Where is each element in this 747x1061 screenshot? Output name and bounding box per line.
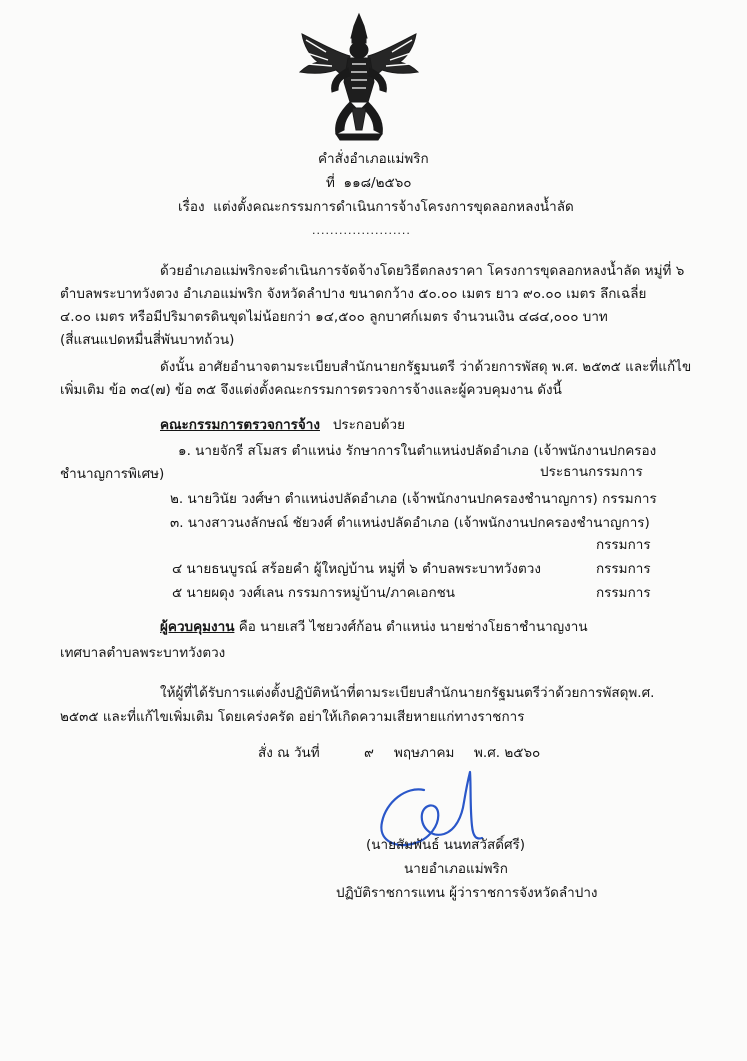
p1-line-1: ด้วยอำเภอแม่พริกจะดำเนินการจัดจ้างโดยวิธีตกลงราคา โครงการขุดลอกหลงน้ำลัด หมู่ที่ ๖ [160, 263, 685, 279]
subject-text: แต่งตั้งคณะกรรมการดำเนินการจ้างโครงการขุดลอกหลงน้ำลัด [213, 199, 574, 215]
member-2-line: ๒. นายวินัย วงศ์ษา ตำแหน่งปลัดอำเภอ (เจ้าพนักงานปกครองชำนาญการ) กรรมการ [170, 491, 657, 507]
member-5-line: ๕ นายผดุง วงศ์เลน กรรมการหมู่บ้าน/ภาคเอกชน [172, 585, 456, 601]
p1-line-4: (สี่แสนแปดหมื่นสี่พันบาทถ้วน) [60, 332, 235, 348]
p3-line-1: ให้ผู้ที่ได้รับการแต่งตั้งปฏิบัติหน้าที่ตามระเบียบสำนักนายกรัฐมนตรีว่าด้วยการพัสดุพ.ศ. [160, 685, 655, 701]
separator: ...................... [312, 224, 411, 237]
member-5-role: กรรมการ [596, 585, 651, 601]
date-year: พ.ศ. ๒๕๖๐ [474, 745, 541, 761]
order-subject [178, 198, 574, 216]
committee-heading: คณะกรรมการตรวจการจ้าง [160, 417, 320, 433]
member-1-line-2: ชำนาญการพิเศษ) [60, 466, 165, 482]
member-1-line-1: ๑. นายจักรี สโมสร ตำแหน่ง รักษาการในตำแหน่งปลัดอำเภอ (เจ้าพนักงานปกครอง [178, 443, 657, 459]
p1-line-2: ตำบลพระบาทวังตวง อำเภอแม่พริก จังหวัดลำปาง ขนาดกว้าง ๕๐.๐๐ เมตร ยาว ๙๐.๐๐ เมตร ลึกเฉลี่ย [60, 286, 647, 302]
member-4-line: ๔ นายธนบูรณ์ สร้อยคำ ผู้ใหญ่บ้าน หมู่ที่ ๖ ตำบลพระบาทวังตวง [172, 561, 541, 577]
p1-line-3: ๔.๐๐ เมตร หรือมีปริมาตรดินขุดไม่น้อยกว่า ๑๔,๕๐๐ ลูกบาศก์เมตร จำนวนเงิน ๔๘๔,๐๐๐ บาท [60, 309, 608, 325]
date-month: พฤษภาคม [394, 745, 455, 761]
order-number-value: ๑๑๘/๒๕๖๐ [343, 175, 412, 191]
signer-acting: ปฏิบัติราชการแทน ผู้ว่าราชการจังหวัดลำปาง [336, 885, 598, 901]
order-title: คำสั่งอำเภอแม่พริก [318, 151, 429, 167]
member-4-role: กรรมการ [596, 561, 651, 577]
date-label: สั่ง ณ วันที่ [258, 745, 320, 761]
member-1-role: ประธานกรรมการ [540, 464, 643, 480]
p2-line-1: ดังนั้น อาศัยอำนาจตามระเบียบสำนักนายกรัฐมนตรี ว่าด้วยการพัสดุ พ.ศ. ๒๕๓๕ และที่แก้ไข [160, 359, 692, 375]
date-day: ๙ [364, 745, 374, 761]
committee-heading-line [160, 416, 405, 434]
committee-suffix: ประกอบด้วย [332, 417, 406, 433]
supervisor-line [160, 618, 588, 636]
p3-line-2: ๒๕๓๕ และที่แก้ไขเพิ่มเติม โดยเคร่งครัด อย่าให้เกิดความเสียหายแก่ทางราชการ [60, 709, 525, 725]
member-3-role: กรรมการ [596, 537, 651, 553]
order-number-label: ที่ [326, 175, 335, 191]
supervisor-line-2: เทศบาลตำบลพระบาทวังตวง [60, 645, 226, 661]
member-3-line: ๓. นางสาวนงลักษณ์ ชัยวงศ์ ตำแหน่งปลัดอำเภอ (เจ้าพนักงานปกครองชำนาญการ) [170, 515, 650, 531]
signer-title: นายอำเภอแม่พริก [404, 861, 508, 877]
supervisor-text: คือ นายเสวี ไชยวงศ์ก้อน ตำแหน่ง นายช่างโยธาชำนาญงาน [238, 619, 588, 635]
garuda-emblem [296, 12, 422, 144]
signer-name: (นายสัมพันธ์ นนทสวัสดิ์ศรี) [366, 837, 526, 853]
order-number [326, 174, 412, 192]
p2-line-2: เพิ่มเติม ข้อ ๓๔(๗) ข้อ ๓๕ จึงแต่งตั้งคณะกรรมการตรวจการจ้างและผู้ควบคุมงาน ดังนี้ [60, 382, 562, 398]
supervisor-heading: ผู้ควบคุมงาน [160, 619, 235, 635]
subject-label: เรื่อง [178, 199, 205, 215]
